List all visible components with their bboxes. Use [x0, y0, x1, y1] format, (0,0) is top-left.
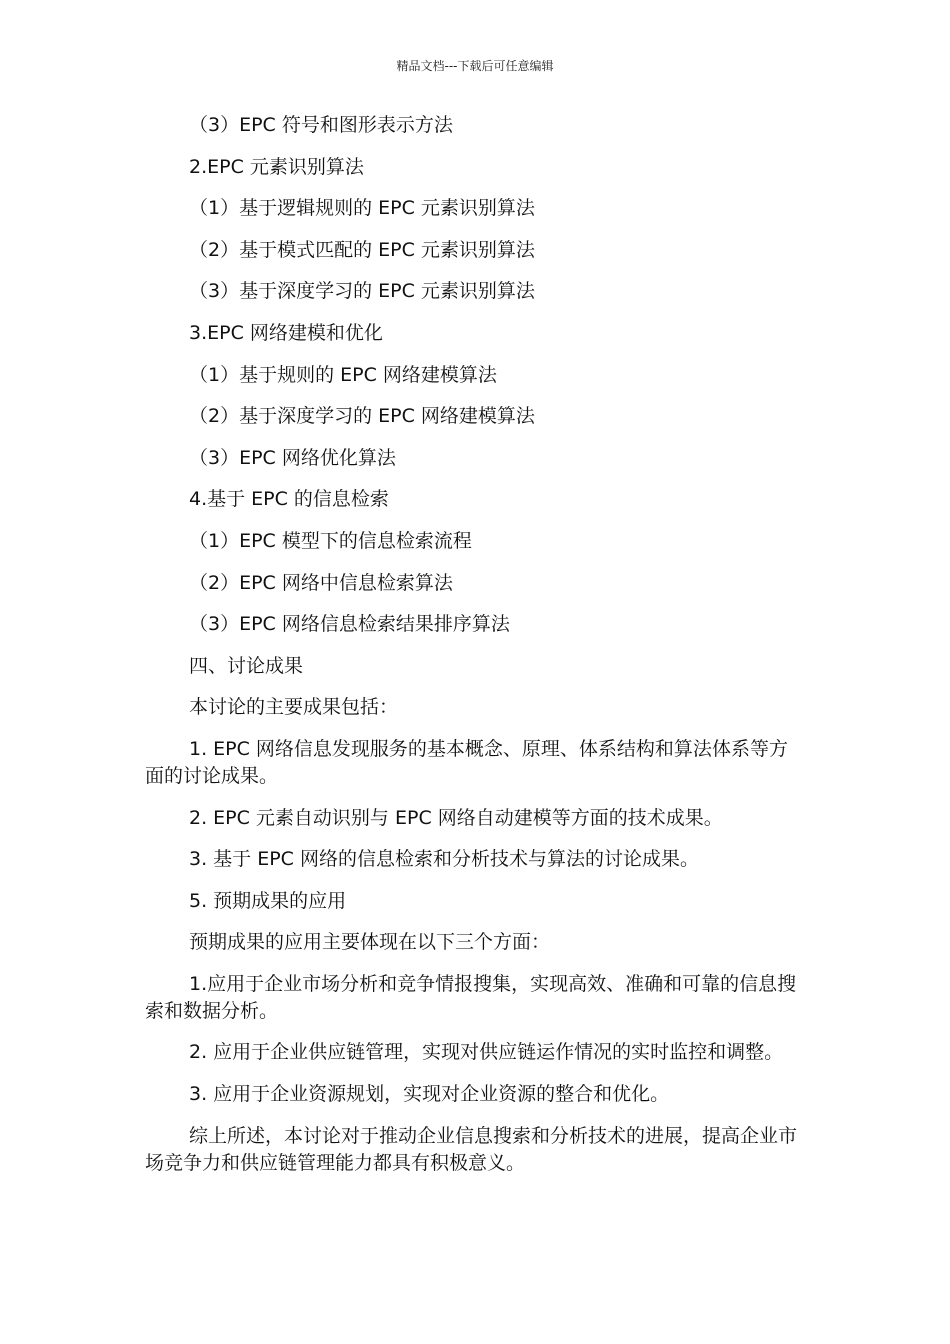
section-heading: 4.基于 EPC 的信息检索: [189, 488, 389, 511]
paragraph: 2. 应用于企业供应链管理，实现对供应链运作情况的实时监控和调整。: [189, 1041, 784, 1064]
list-item: （3）基于深度学习的 EPC 元素识别算法: [189, 280, 535, 303]
paragraph: 综上所述，本讨论对于推动企业信息搜索和分析技术的进展，提高企业市场竞争力和供应链管理能力都具有积极意义。: [145, 1124, 798, 1174]
paragraph: 3. 基于 EPC 网络的信息检索和分析技术与算法的讨论成果。: [189, 848, 699, 871]
section-heading: 四、讨论成果: [189, 654, 304, 677]
list-item: （3）EPC 网络优化算法: [189, 446, 396, 469]
list-item: （2）基于深度学习的 EPC 网络建模算法: [189, 405, 535, 428]
list-item: （1）EPC 模型下的信息检索流程: [189, 529, 472, 552]
paragraph: 1.应用于企业市场分析和竞争情报搜集，实现高效、准确和可靠的信息搜索和数据分析。: [145, 972, 797, 1022]
paragraph: 本讨论的主要成果包括：: [189, 696, 399, 719]
section-heading: 3.EPC 网络建模和优化: [189, 321, 383, 344]
list-item: （3）EPC 符号和图形表示方法: [189, 114, 453, 136]
list-item: （2）EPC 网络中信息检索算法: [189, 571, 453, 594]
list-item: （3）EPC 网络信息检索结果排序算法: [189, 613, 510, 636]
list-item: （2）基于模式匹配的 EPC 元素识别算法: [189, 238, 535, 261]
paragraph: 1. EPC 网络信息发现服务的基本概念、原理、体系结构和算法体系等方面的讨论成果。: [145, 737, 788, 787]
paragraph: 预期成果的应用主要体现在以下三个方面：: [189, 931, 551, 954]
page-header: 精品文档---下载后可任意编辑: [396, 59, 554, 73]
document-body: [145, 112, 805, 1177]
paragraph: 2. EPC 元素自动识别与 EPC 网络自动建模等方面的技术成果。: [189, 806, 723, 829]
section-heading: 2.EPC 元素识别算法: [189, 155, 364, 178]
paragraph: 3. 应用于企业资源规划，实现对企业资源的整合和优化。: [189, 1083, 670, 1106]
section-heading: 5. 预期成果的应用: [189, 889, 347, 912]
list-item: （1）基于规则的 EPC 网络建模算法: [189, 363, 497, 386]
list-item: （1）基于逻辑规则的 EPC 元素识别算法: [189, 197, 535, 220]
